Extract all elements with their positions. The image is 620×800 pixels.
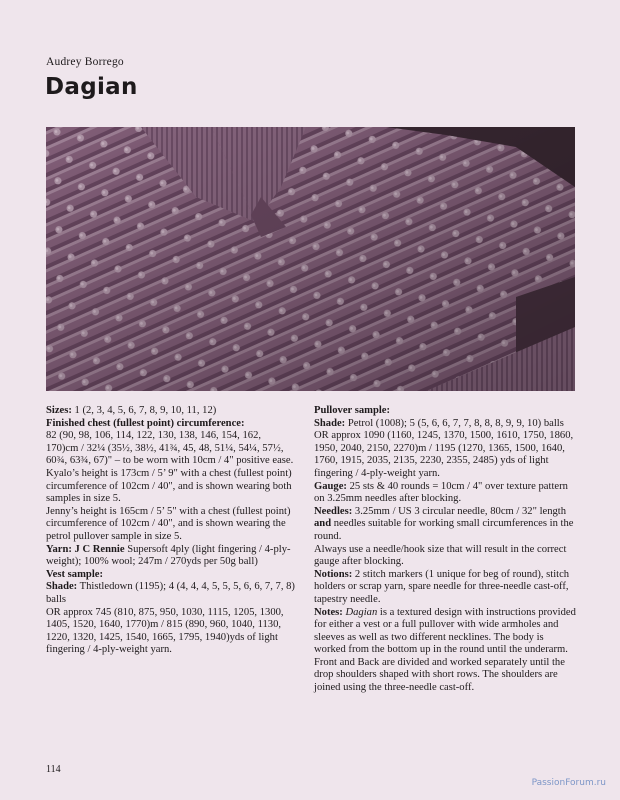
- shade-value: Petrol (1008); 5 (5, 6, 6, 7, 7, 8, 8, 8, 9, 9, 10) balls OR approx 1090 (1160, 1245, 1370, 1500, 1610, 1750, 1860, 1950, 2040, 2150, 2270)m / 1195 (1270, 1365, 1500, 1640, 1760, 1915, 2035, 2135, 2230, 2355, 2485) yds of light fingering / 4-ply-weight yarn.: [314, 417, 574, 479]
- needles-label: Needles:: [314, 505, 353, 517]
- right-column: [314, 405, 576, 695]
- needles-extra: Always use a needle/hook size that will result in the correct gauge after blocking.: [314, 543, 567, 568]
- notes-label: Notes:: [314, 606, 343, 618]
- vest-approx: OR approx 745 (810, 875, 950, 1030, 1115, 1205, 1300, 1405, 1520, 1640, 1770)m / 815 (890, 960, 1040, 1130, 1220, 1320, 1425, 1540, 1665, 1795, 1940)yds of light fingering / 4-ply-weight yarn.: [46, 606, 284, 656]
- sizes-value: 1 (2, 3, 4, 5, 6, 7, 8, 9, 10, 11, 12): [71, 405, 217, 416]
- sweater-photo: [46, 127, 575, 391]
- notes-value: is a textured design with instructions provided for either a vest or a full pullover with wide armholes and sleeves as well as two different necklines. The body is worked from the bottom up in the round until the underarm. Front and Back are divided and worked separately until the drop shoulders shaped with short rows. The shoulders are joined using the three-needle cast-off.: [314, 606, 576, 694]
- jenny-note: Jenny’s height is 165cm / 5’ 5" with a chest (fullest point) circumference of 102cm / 40", and is shown wearing the petrol pullover sample in size 5.: [46, 505, 291, 542]
- notes-pattern-name: Dagian: [345, 606, 378, 618]
- left-column: [46, 405, 296, 657]
- gauge-label: Gauge:: [314, 480, 347, 492]
- shade-label: Shade:: [314, 417, 346, 429]
- sizes-label: Sizes:: [46, 405, 72, 416]
- page-title: Dagian: [45, 74, 138, 100]
- needles-and: and: [314, 518, 332, 530]
- gauge-value: 25 sts & 40 rounds = 10cm / 4" over texture pattern on 3.25mm needles after blocking.: [314, 480, 568, 505]
- page-number: 114: [46, 764, 61, 775]
- site-watermark: PassionForum.ru: [531, 778, 606, 788]
- yarn-label: Yarn: J C Rennie: [46, 543, 125, 555]
- notions-label: Notions:: [314, 568, 353, 580]
- pullover-heading: Pullover sample:: [314, 405, 391, 416]
- chest-value: 82 (90, 98, 106, 114, 122, 130, 138, 146, 154, 162, 170)cm / 32¼ (35½, 38½, 41¾, 45, 48, 51¼, 54¼, 57½, 60¾, 63¾, 67)" – to be worn with 10cm / 4" positive ease.: [46, 430, 294, 467]
- kyalo-note: Kyalo’s height is 173cm / 5’ 9" with a chest (fullest point) circumference of 102cm / 40", and is shown wearing both samples in size 5.: [46, 467, 292, 505]
- vest-shade-value: Thistledown (1195); 4 (4, 4, 4, 5, 5, 5, 6, 6, 7, 7, 8) balls: [46, 581, 295, 605]
- needles-value-b: needles suitable for working small circumferences in the round.: [314, 518, 574, 542]
- needles-value-a: 3.25mm / US 3 circular needle, 80cm / 32" length: [352, 505, 567, 517]
- vest-shade-label: Shade:: [46, 581, 78, 593]
- yarn-value: Supersoft 4ply (light fingering / 4-ply-weight); 100% wool; 247m / 270yds per 50g ball): [46, 543, 291, 568]
- notions-value: 2 stitch markers (1 unique for beg of round), stitch holders or scrap yarn, spare needle for three-needle cast-off, tapestry needle.: [314, 568, 570, 605]
- vest-heading: Vest sample:: [46, 568, 103, 580]
- chest-label: Finished chest (fullest point) circumference:: [46, 417, 245, 429]
- author-name: Audrey Borrego: [46, 56, 124, 68]
